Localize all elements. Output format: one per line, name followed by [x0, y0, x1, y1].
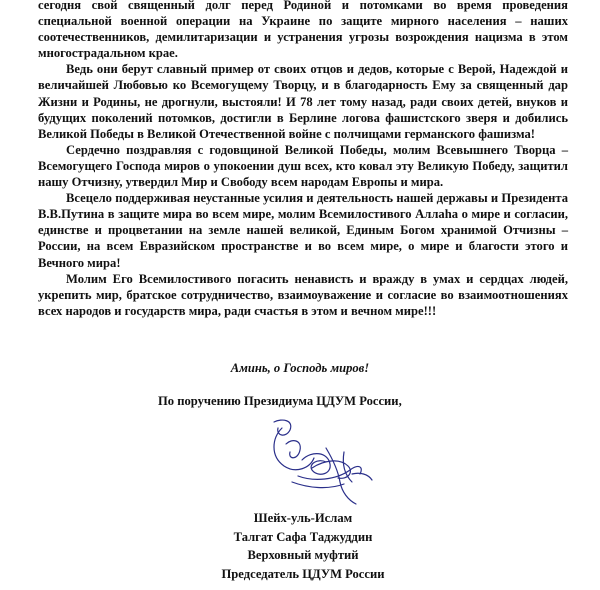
- paragraph-1: сегодня свой священный долг перед Родиной и потомками во время проведения специальной военной операции на Украине по защите мирного населения – наших соотечественников, демилитаризации и устранения угрозы возрождения нацизма в этом многострадальном крае.: [38, 0, 568, 61]
- signatory-position: Верховный муфтий: [247, 548, 359, 562]
- request-line: По поручению Президиума ЦДУМ России,: [158, 394, 402, 408]
- signatory-name: Талгат Сафа Таджуддин: [233, 529, 373, 544]
- paragraph-2: Ведь они берут славный пример от своих отцов и дедов, которые с Верой, Надеждой и величайшей Любовью ко Всемогущему Творцу, и в благодарность Ему за священный дар Жизни и Родины, не дрогнули, выстояли! И 78 лет тому назад, ради своих детей, внуков и будущих поколений потомков, достигли в Берлине логова фашистского зверя и добились Великой Победы в Великой Отечественной войне с полчищами германского фашизма!: [38, 62, 568, 141]
- signatory-organization: Председатель ЦДУМ России: [221, 566, 385, 581]
- paragraph-3: Сердечно поздравляя с годовщиной Великой Победы, молим Всевышнего Творца – Всемогущего Господа миров о упокоении душ всех, кто ковал эту Великую Победу, защитил нашу Отчизну, утвердил Мир и Свободу всем народам Европы и мира.: [38, 142, 568, 190]
- handwritten-signature: [252, 408, 382, 508]
- signatory-block: [0, 509, 600, 583]
- signatory-title: Шейх-уль-Ислам: [253, 511, 353, 525]
- paragraph-5: Молим Его Всемилостивого погасить ненависть и вражду в умах и сердцах людей, укрепить мир, братское сотрудничество, взаимоуважение и согласие во взаимоотношениях всех народов и государств мира, ради счастья в этом и вечном мире!!!: [38, 271, 568, 318]
- closing-line: Аминь, о Господь миров!: [230, 361, 370, 375]
- letter-body: [38, 0, 568, 319]
- paragraph-4: Всецело поддерживая неустанные усилия и деятельность нашей державы и Президента В.В.Путина в защите мира во всем мире, молим Всемилостивого Аллаһа о мире и согласии, единстве и процветании на земле нашей великой, Единым Богом хранимой Отчизны – России, на всем Евразийском пространстве и во всем мире, о мире и благости этого и Вечного мира!: [38, 191, 568, 270]
